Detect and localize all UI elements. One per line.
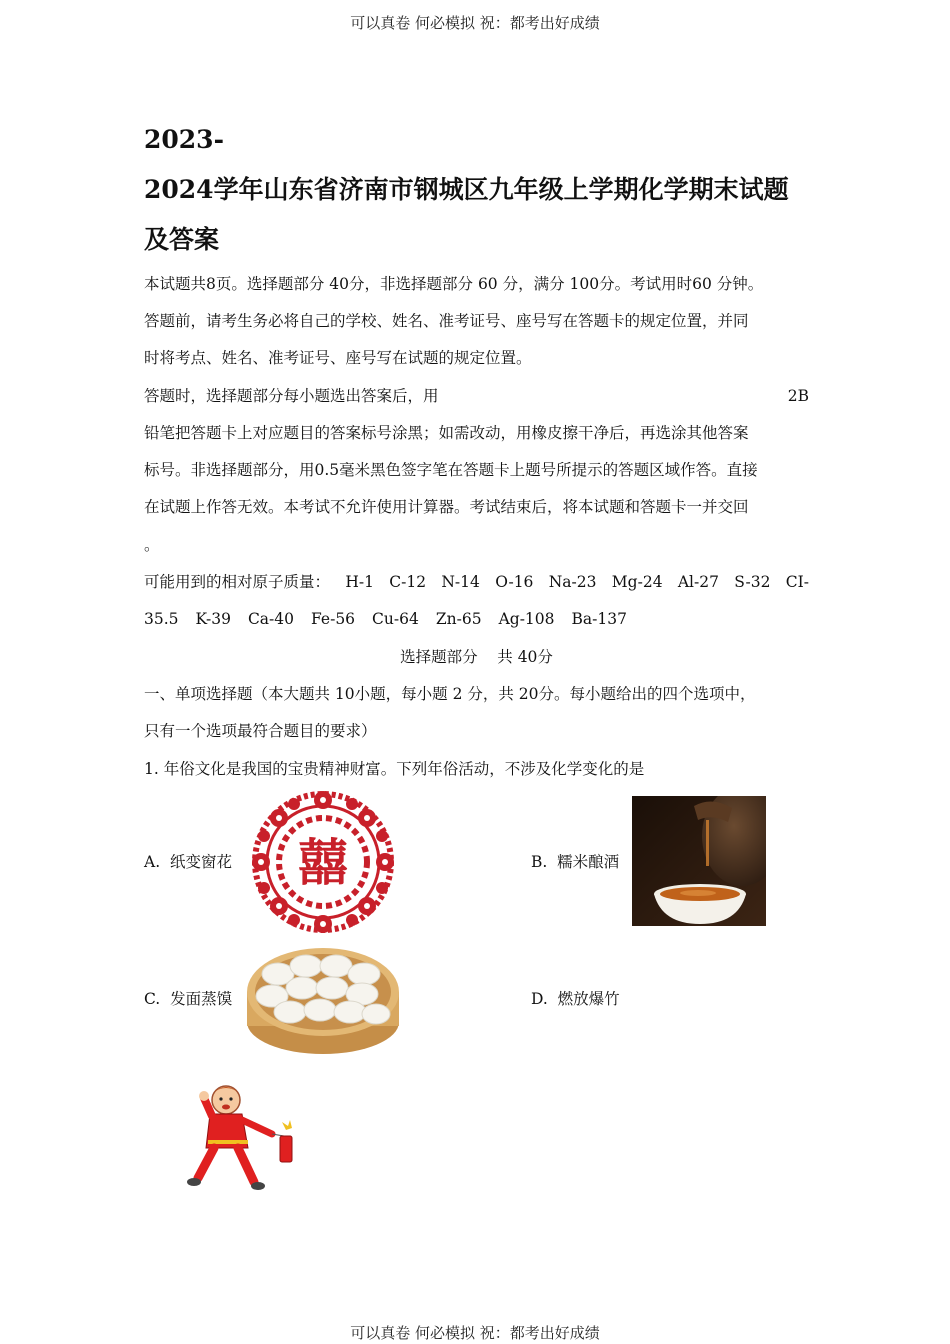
steamed-buns-image <box>244 944 402 1056</box>
atomic-mass-item: K-39 <box>195 610 231 628</box>
title-line-1: 2023- <box>144 125 224 154</box>
title-line-2: 2024学年山东省济南市钢城区九年级上学期化学期末试题 <box>144 175 789 204</box>
atomic-mass-item: H-1 <box>345 573 374 591</box>
atomic-mass-item: Ag-108 <box>498 610 555 628</box>
atomic-mass-item: C-12 <box>389 573 427 591</box>
instruction-line-3: 时将考点、姓名、准考证号、座号写在试题的规定位置。 <box>144 349 532 367</box>
instruction-line-4-text: 答题时，选择题部分每小题选出答案后，用 <box>144 387 439 405</box>
atomic-mass-item: N-14 <box>441 573 480 591</box>
option-c-label: C. 发面蒸馍 <box>144 990 233 1008</box>
title-line-3: 及答案 <box>144 225 220 254</box>
atomic-mass-item: Ca-40 <box>247 610 294 628</box>
paper-cut-window-flower-image <box>244 788 402 936</box>
atomic-mass-item: Ba-137 <box>571 610 627 628</box>
atomic-mass-row-2 <box>144 609 809 629</box>
instruction-line-4-pencil: 2B <box>787 387 809 405</box>
double-happiness-glyph: 囍 <box>298 834 348 892</box>
rice-wine-image <box>632 796 766 926</box>
instruction-line-8: 。 <box>144 536 160 554</box>
atomic-mass-item: Zn-65 <box>435 610 482 628</box>
atomic-mass-item: Mg-24 <box>611 573 663 591</box>
question-1-stem: 1. 年俗文化是我国的宝贵精神财富。下列年俗活动，不涉及化学变化的是 <box>144 760 645 778</box>
firecracker-boy-image <box>184 1078 302 1196</box>
atomic-mass-item: Cu-64 <box>372 610 419 628</box>
option-a-label: A. 纸变窗花 <box>144 853 232 871</box>
option-b-label: B. 糯米酿酒 <box>531 853 620 871</box>
instruction-line-7: 在试题上作答无效。本考试不允许使用计算器。考试结束后，将本试题和答题卡一并交回 <box>144 498 749 516</box>
section-heading: 选择题部分 共 40分 <box>400 648 553 666</box>
part1-instruction-line-1: 一、单项选择题（本大题共 10小题，每小题 2 分，共 20分。每小题给出的四个选项中， <box>144 685 756 703</box>
option-d-label: D. 燃放爆竹 <box>531 990 620 1008</box>
instruction-line-4 <box>144 386 809 406</box>
instruction-line-2: 答题前，请考生务必将自己的学校、姓名、准考证号、座号写在答题卡的规定位置，并同 <box>144 312 749 330</box>
atomic-mass-label: 可能用到的相对原子质量： <box>144 573 331 591</box>
atomic-mass-item: CI- <box>785 573 809 591</box>
instruction-line-6: 标号。非选择题部分，用0.5毫米黑色签字笔在答题卡上题号所提示的答题区域作答。直接 <box>144 461 758 479</box>
instruction-line-1: 本试题共8页。选择题部分 40分，非选择题部分 60 分，满分 100分。考试用时60 分钟。 <box>144 275 764 293</box>
atomic-mass-item: Fe-56 <box>311 610 356 628</box>
atomic-mass-item: Na-23 <box>548 573 597 591</box>
instruction-line-5: 铅笔把答题卡上对应题目的答案标号涂黑；如需改动，用橡皮擦干净后，再选涂其他答案 <box>144 424 749 442</box>
atomic-mass-item: O-16 <box>495 573 534 591</box>
part1-instruction-line-2: 只有一个选项最符合题目的要求） <box>144 722 377 740</box>
page-header: 可以真卷 何必模拟 祝：都考出好成绩 <box>350 14 600 32</box>
atomic-mass-item: 35.5 <box>144 610 179 628</box>
atomic-mass-item: Al-27 <box>677 573 719 591</box>
atomic-mass-row-1 <box>144 572 809 592</box>
atomic-mass-item: S-32 <box>734 573 771 591</box>
page-footer: 可以真卷 何必模拟 祝：都考出好成绩 <box>350 1324 600 1342</box>
